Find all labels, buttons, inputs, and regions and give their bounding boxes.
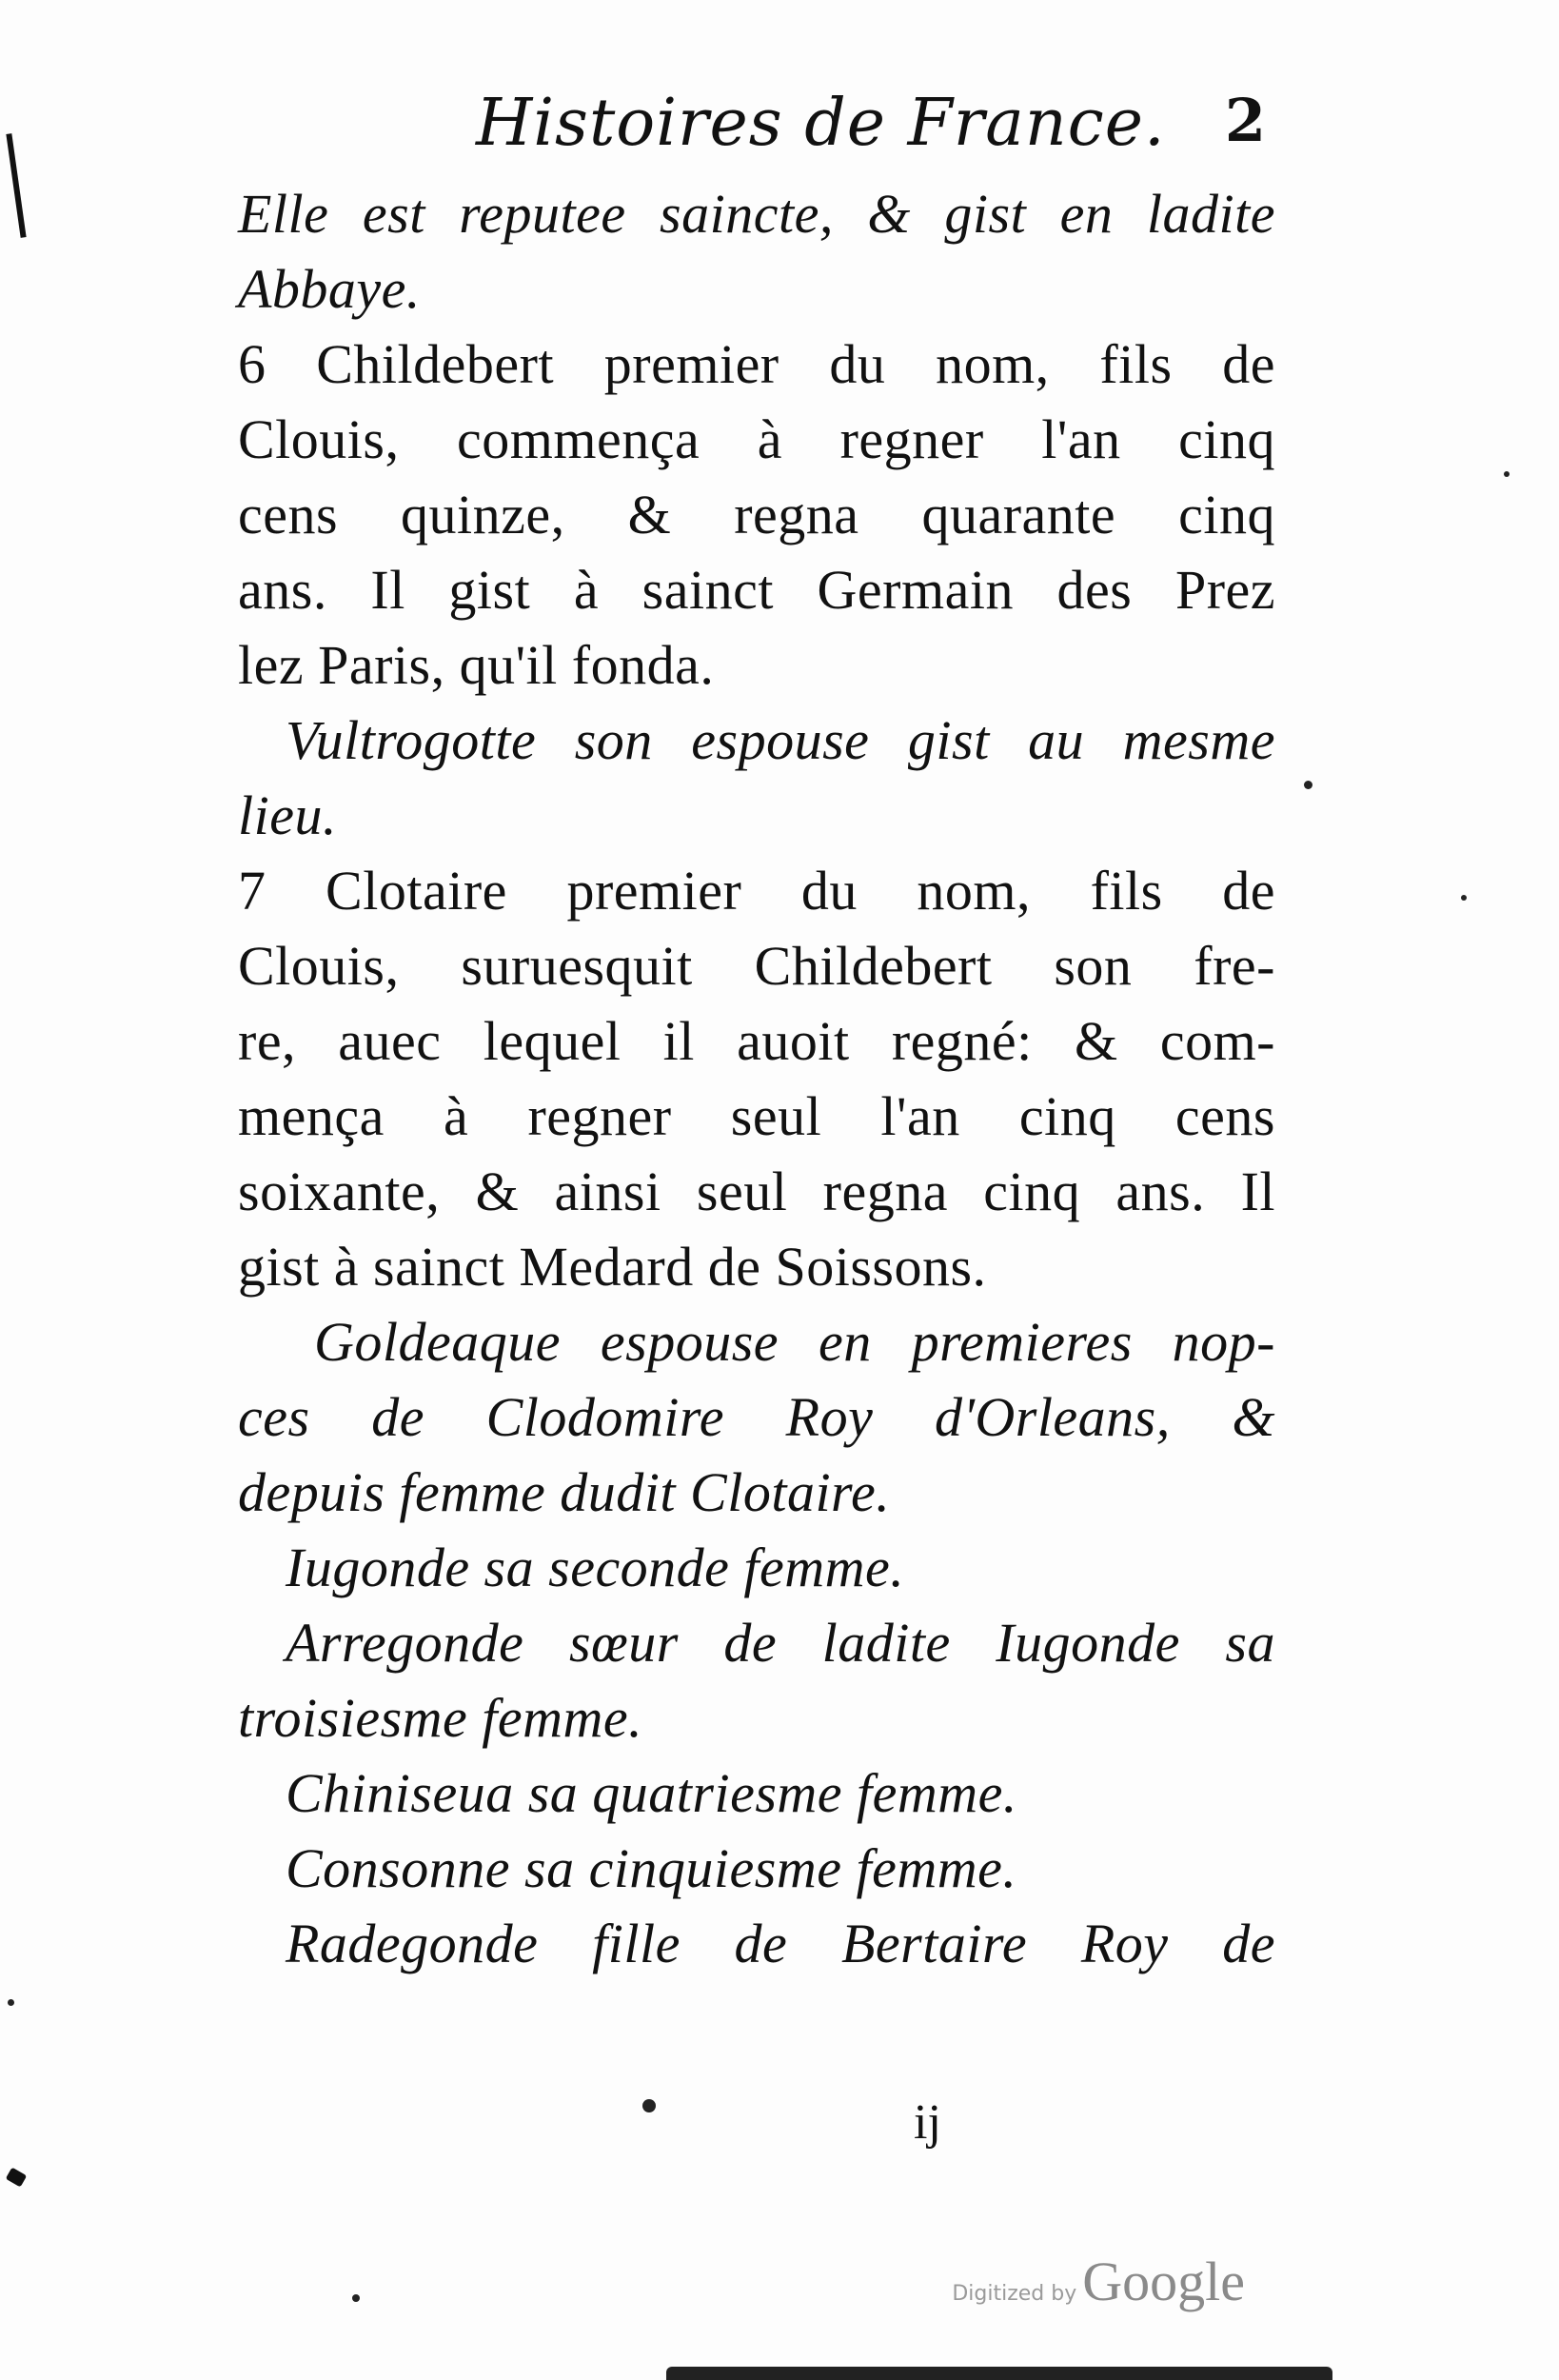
text-line: Vultrogotte son espouse gist au mesme — [286, 709, 1275, 771]
ink-speck — [8, 1999, 14, 2006]
margin-stroke — [6, 133, 26, 238]
text-line: depuis femme dudit Clotaire. — [238, 1461, 891, 1523]
text-line: 7 Clotaire premier du nom, fils de — [238, 860, 1275, 922]
margin-stroke — [6, 2167, 28, 2187]
text-line: Iugonde sa seconde femme. — [286, 1537, 905, 1598]
body-text — [238, 176, 1275, 1981]
text-line: lieu. — [238, 784, 337, 846]
ink-speck — [352, 2294, 360, 2302]
text-line: Clouis, commença à regner l'an cinq — [238, 408, 1275, 470]
text-line: soixante, & ainsi seul regna cinq ans. Il — [238, 1160, 1275, 1222]
text-line: cens quinze, & regna quarante cinq — [238, 484, 1275, 545]
text-line: ans. Il gist à sainct Germain des Prez — [238, 559, 1275, 621]
signature-mark: ij — [914, 2095, 941, 2150]
text-line: mença à regner seul l'an cinq cens — [238, 1085, 1275, 1147]
running-title: Histoires de France. — [476, 86, 1166, 161]
text-line: Elle est reputee saincte, & gist en ladite — [238, 183, 1275, 245]
ink-speck — [1304, 781, 1312, 789]
text-line: Abbaye. — [238, 258, 421, 320]
text-line: Arregonde sœur de ladite Iugonde sa — [286, 1612, 1275, 1674]
text-line: Clouis, suruesquit Childebert son fre- — [238, 935, 1275, 997]
text-line: troisiesme femme. — [238, 1687, 643, 1749]
page-header — [238, 86, 1266, 171]
page-edge-shadow — [666, 2367, 1332, 2380]
page-number: 2 — [1224, 86, 1266, 155]
text-line: Consonne sa cinquiesme femme. — [286, 1837, 1017, 1899]
text-line: Goldeaque espouse en premieres nop- — [314, 1311, 1275, 1373]
text-line: ces de Clodomire Roy d'Orleans, & — [238, 1386, 1275, 1448]
google-logo: Google — [1082, 2251, 1245, 2312]
ink-speck — [642, 2099, 656, 2112]
watermark-prefix: Digitized by — [952, 2282, 1077, 2306]
text-line: 6 Childebert premier du nom, fils de — [238, 333, 1275, 395]
ink-speck — [1504, 471, 1510, 477]
digitized-watermark — [952, 2250, 1245, 2313]
text-line: re, auec lequel il auoit regné: & com- — [238, 1010, 1275, 1072]
text-line: gist à sainct Medard de Soissons. — [238, 1236, 987, 1298]
ink-speck — [1461, 895, 1467, 901]
text-line: Radegonde fille de Bertaire Roy de — [286, 1913, 1275, 1974]
text-line: lez Paris, qu'il fonda. — [238, 634, 715, 696]
text-line: Chiniseua sa quatriesme femme. — [286, 1762, 1017, 1824]
